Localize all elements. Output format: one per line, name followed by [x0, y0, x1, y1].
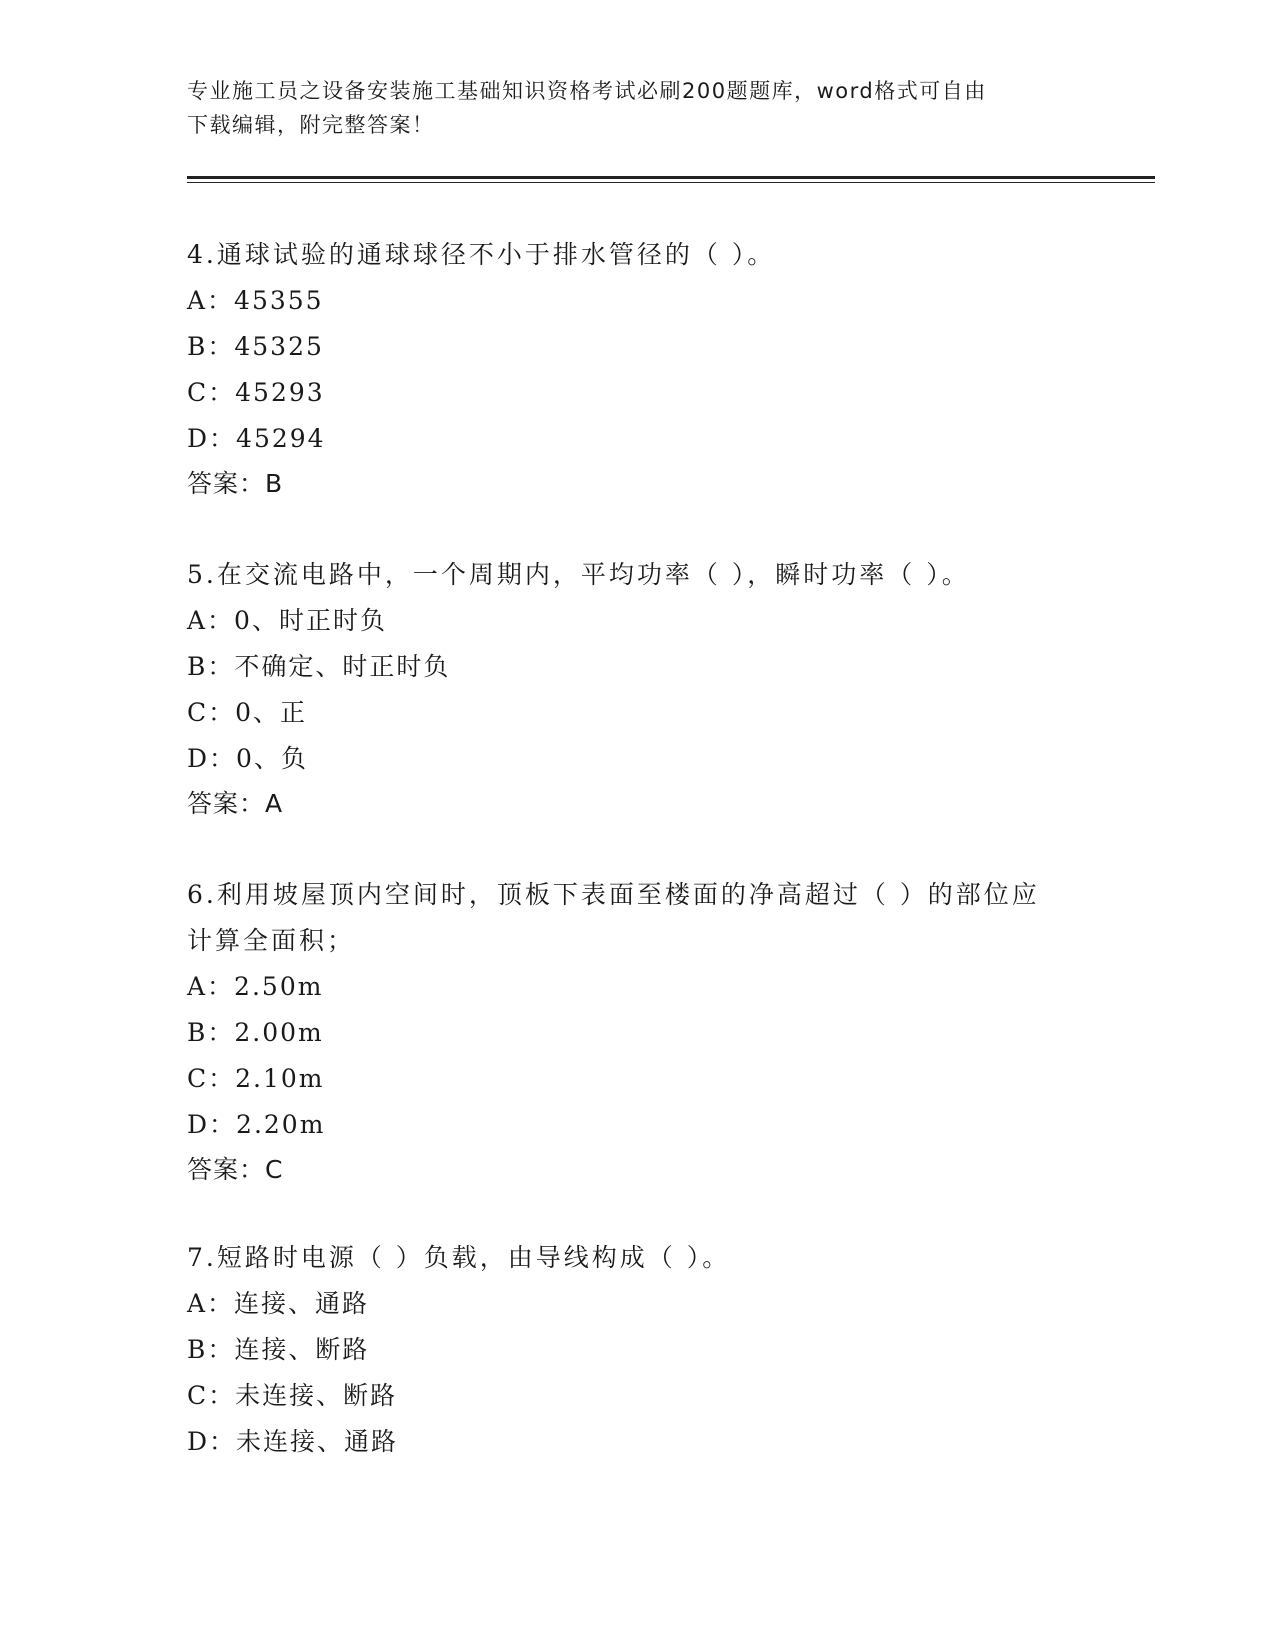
question-stem: 7.短路时电源（ ）负载，由导线构成（ ）。	[187, 1243, 731, 1272]
option-d: D：未连接、通路	[187, 1427, 399, 1456]
question-6	[187, 872, 1087, 1192]
header-divider-thick	[187, 176, 1155, 179]
option-b: B：连接、断路	[187, 1335, 370, 1364]
option-c: C：未连接、断路	[187, 1381, 398, 1410]
answer-label: 答案：C	[187, 1155, 284, 1184]
option-a: A：连接、通路	[187, 1289, 370, 1318]
answer-label: 答案：A	[187, 789, 284, 818]
option-a: A：2.50m	[187, 972, 324, 1001]
option-a: A：45355	[187, 286, 324, 315]
question-stem: 5.在交流电路中，一个周期内，平均功率（ ），瞬时功率（ ）。	[187, 560, 970, 589]
option-a: A：0、时正时负	[187, 606, 387, 635]
header-divider-thin	[187, 182, 1155, 183]
option-c: C：45293	[187, 378, 325, 407]
answer-label: 答案：B	[187, 469, 284, 498]
option-d: D：0、负	[187, 744, 308, 773]
question-stem: 4.通球试验的通球球径不小于排水管径的（ ）。	[187, 240, 776, 269]
question-stem-line-1: 6.利用坡屋顶内空间时，顶板下表面至楼面的净高超过（ ）的部位应	[187, 880, 1040, 909]
question-4	[187, 232, 1087, 506]
option-c: C：2.10m	[187, 1064, 325, 1093]
option-b: B：45325	[187, 332, 324, 361]
header-line-2: 下载编辑，附完整答案！	[187, 113, 435, 137]
option-d: D：2.20m	[187, 1110, 326, 1139]
option-b: B：2.00m	[187, 1018, 324, 1047]
document-header	[187, 74, 1067, 142]
option-b: B：不确定、时正时负	[187, 652, 451, 681]
header-line-1: 专业施工员之设备安装施工基础知识资格考试必刷200题题库，word格式可自由	[187, 79, 987, 103]
question-7	[187, 1235, 1087, 1465]
question-5	[187, 552, 1087, 826]
option-d: D：45294	[187, 424, 326, 453]
question-stem-line-2: 计算全面积；	[187, 926, 356, 955]
option-c: C：0、正	[187, 698, 308, 727]
